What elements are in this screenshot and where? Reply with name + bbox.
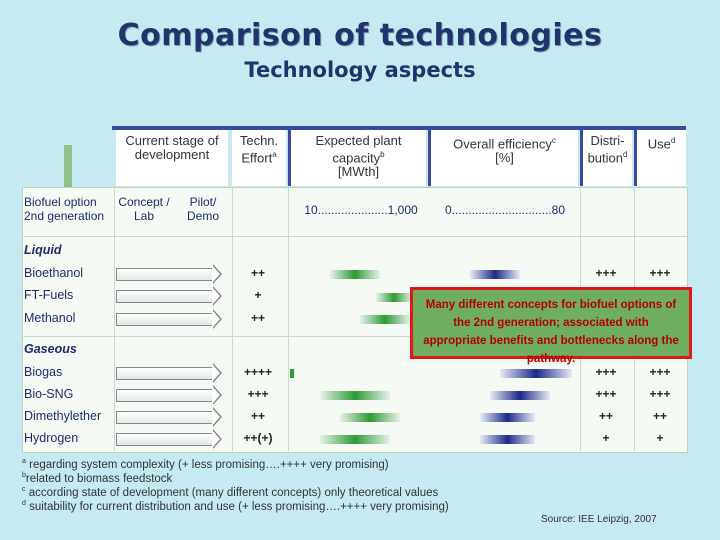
row-label: Biogas <box>24 365 63 379</box>
row-label: Dimethylether <box>24 409 102 423</box>
row-label: Bioethanol <box>24 266 84 280</box>
capacity-bar <box>340 413 400 422</box>
effort-value: ++(+) <box>243 431 273 445</box>
use-value: +++ <box>649 365 671 379</box>
footnote: $^b$related to biomass feedstock <box>22 472 173 485</box>
capacity-bar <box>330 270 380 279</box>
development-arrow <box>116 268 213 281</box>
capacity-bar <box>360 315 410 324</box>
use-value: + <box>656 431 664 445</box>
use-value: ++ <box>652 409 667 423</box>
development-arrow <box>116 313 213 326</box>
distribution-value: ++ <box>598 409 613 423</box>
header-efficiency: Overall efficiency$^c$ [%] <box>428 126 578 186</box>
header-stage: Current stage of development <box>116 126 228 186</box>
slide-subtitle: Technology aspects <box>244 58 476 82</box>
header-effort: Techn. Effort$^a$ <box>232 126 286 186</box>
effort-value: ++++ <box>243 365 273 379</box>
capacity-bar <box>320 435 390 444</box>
effort-value: +++ <box>247 387 269 401</box>
capacity-bar <box>376 293 412 302</box>
distribution-value: +++ <box>595 387 617 401</box>
effort-value: ++ <box>250 311 265 325</box>
effort-value: ++ <box>250 266 265 280</box>
header-capacity: Expected plant capacity$^b$ [MWth] <box>288 126 426 186</box>
slide-title: Comparison of technologies <box>117 18 603 53</box>
effort-value: + <box>254 288 262 302</box>
row-label: Methanol <box>24 311 76 325</box>
subheader-option: Biofuel option 2nd generation <box>24 195 105 223</box>
capacity-bar <box>290 369 294 378</box>
efficiency-bar <box>470 270 520 279</box>
use-value: +++ <box>649 266 671 280</box>
development-arrow <box>116 367 213 380</box>
footnote: $^c$ according state of development (many different concepts) only theoretical values <box>22 486 439 499</box>
efficiency-bar <box>490 391 550 400</box>
group-liquid: Liquid <box>24 243 62 257</box>
header-use: Use$^d$ <box>634 126 686 186</box>
divider <box>114 187 115 451</box>
callout-box: Many different concepts for biofuel options of the 2nd generation; associated with appropriate benefits and bottlenecks along the pathway. <box>410 287 692 359</box>
header-distribution: Distri-bution$^d$ <box>580 126 632 186</box>
source-note: Source: IEE Leipzig, 2007 <box>541 514 657 525</box>
development-arrow <box>116 290 213 303</box>
efficiency-scale: 0..............................80 <box>444 203 566 217</box>
capacity-bar <box>320 391 390 400</box>
capacity-scale: 10.....................1,000 <box>304 203 418 217</box>
footnote: $^d$ suitability for current distribution and use (+ less promising….++++ very promising) <box>22 500 449 513</box>
efficiency-bar <box>480 413 535 422</box>
development-arrow <box>116 411 213 424</box>
use-value: +++ <box>649 387 671 401</box>
distribution-value: +++ <box>595 266 617 280</box>
header-top-strip <box>112 126 686 130</box>
group-gaseous: Gaseous <box>24 342 77 356</box>
divider <box>22 236 688 237</box>
development-arrow <box>116 433 213 446</box>
effort-value: ++ <box>250 409 265 423</box>
row-label: Bio-SNG <box>24 387 74 401</box>
distribution-value: +++ <box>595 365 617 379</box>
subheader-pilot: Pilot/ Demo <box>186 195 219 223</box>
efficiency-bar <box>480 435 535 444</box>
subheader-concept: Concept / Lab <box>118 195 170 223</box>
row-label: Hydrogen <box>24 431 79 445</box>
divider <box>288 187 289 451</box>
distribution-value: + <box>602 431 610 445</box>
development-arrow <box>116 389 213 402</box>
efficiency-bar <box>500 369 572 378</box>
row-label: FT-Fuels <box>24 288 74 302</box>
footnote: $^a$ regarding system complexity (+ less promising….++++ very promising) <box>22 458 389 471</box>
